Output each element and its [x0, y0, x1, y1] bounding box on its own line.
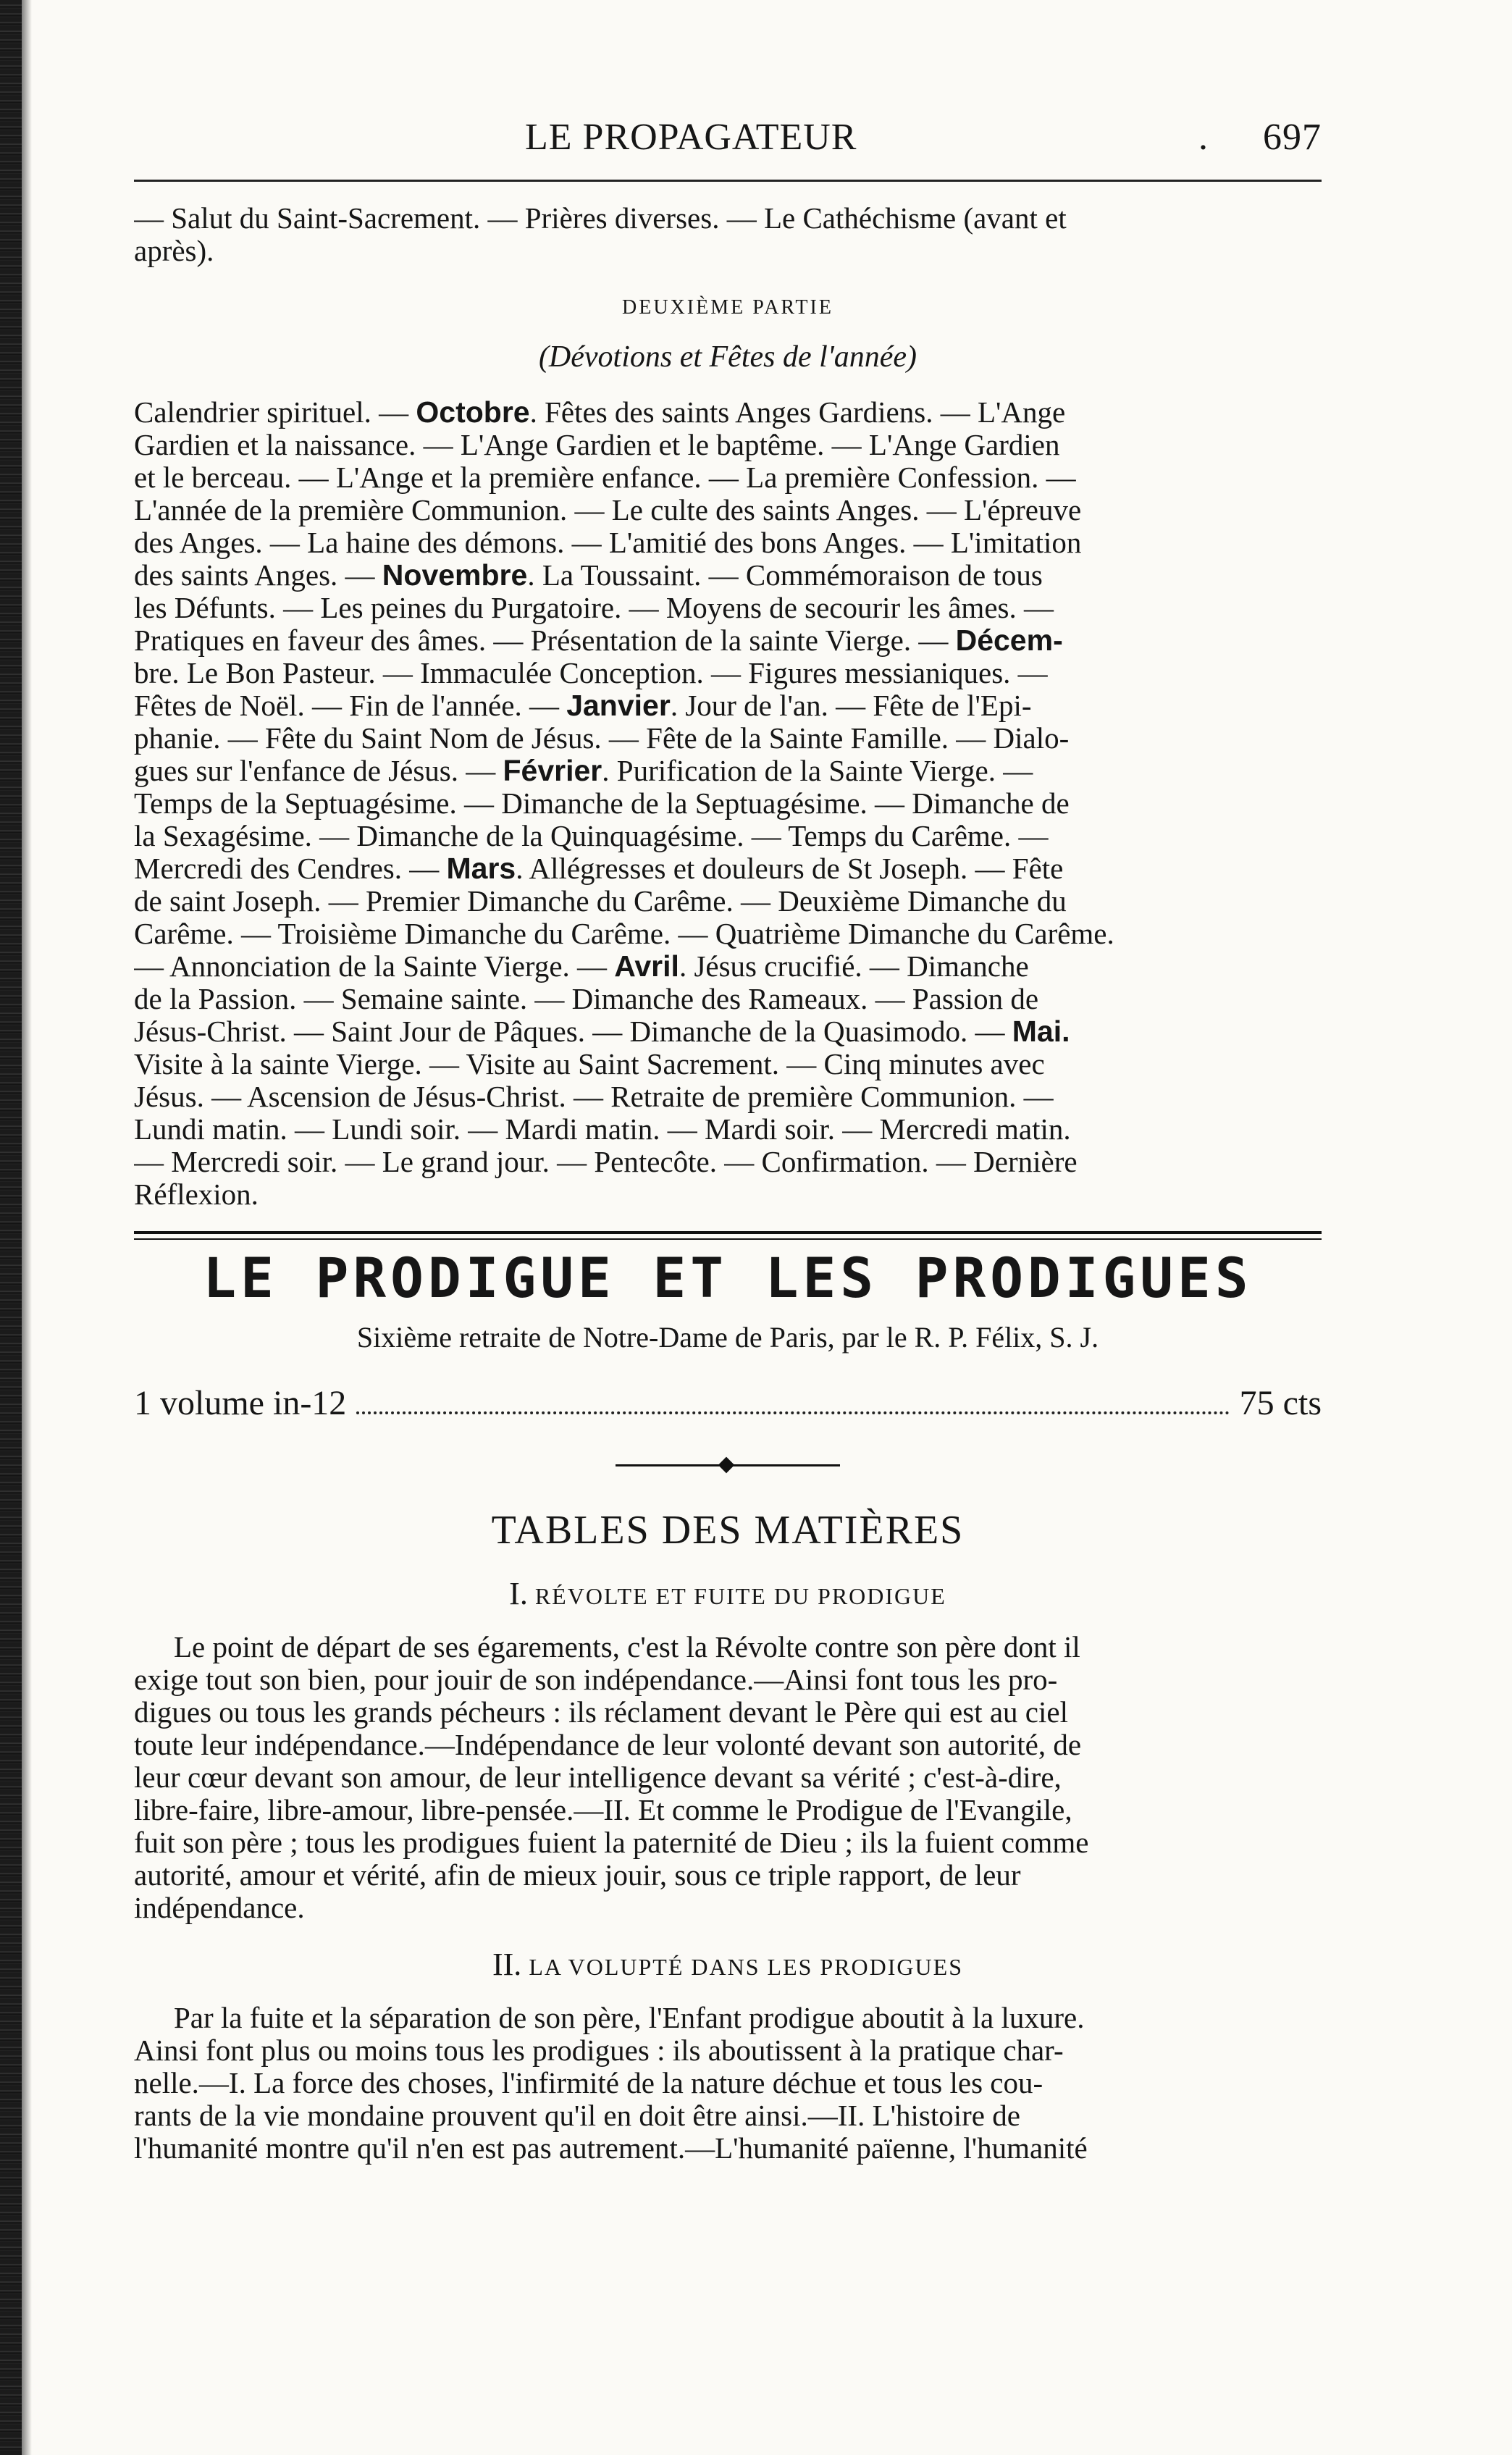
diamond-ornament-icon: [718, 1457, 735, 1474]
section-paragraph: [134, 2002, 1322, 2165]
text-line: gues sur l'enfance de Jésus. — Février. Purification de la Sainte Vierge. —: [134, 755, 1033, 787]
text-line: Réflexion.: [134, 1178, 259, 1211]
text-line: Fêtes de Noël. — Fin de l'année. — Janvier. Jour de l'an. — Fête de l'Epi-: [134, 689, 1032, 722]
text-line: toute leur indépendance.—Indépendance de leur volonté devant son autorité, de: [134, 1729, 1082, 1761]
section-numeral: II.: [492, 1947, 522, 1982]
section-title: LA VOLUPTÉ DANS LES PRODIGUES: [529, 1954, 963, 1980]
text-line: des saints Anges. — Novembre. La Toussaint. — Commémoraison de tous: [134, 559, 1043, 592]
text-line: fuit son père ; tous les prodigues fuient la paternité de Dieu ; ils la fuient comme: [134, 1826, 1089, 1859]
section-title: RÉVOLTE ET FUITE DU PRODIGUE: [534, 1583, 946, 1609]
text-line: Pratiques en faveur des âmes. — Présentation de la sainte Vierge. — Décem-: [134, 624, 1063, 657]
page-number: 697: [1263, 117, 1322, 158]
journal-title: LE PROPAGATEUR: [525, 117, 857, 158]
advert-rule-thick: [134, 1231, 1322, 1234]
calendar-paragraph: [134, 396, 1322, 1211]
text-line: Jésus. — Ascension de Jésus-Christ. — Retraite de première Communion. —: [134, 1080, 1054, 1113]
text-line: l'humanité montre qu'il n'en est pas autrement.—L'humanité païenne, l'humanité: [134, 2132, 1088, 2165]
price: 75 cts: [1239, 1384, 1322, 1422]
text-line: nelle.—I. La force des choses, l'infirmité de la nature déchue et tous les cou-: [134, 2067, 1043, 2099]
scan-binding-edge: [0, 0, 22, 2455]
text-line: de la Passion. — Semaine sainte. — Dimanche des Rameaux. — Passion de: [134, 983, 1039, 1015]
text-line: phanie. — Fête du Saint Nom de Jésus. — Fête de la Sainte Famille. — Dialo-: [134, 722, 1070, 755]
text-line: Mercredi des Cendres. — Mars. Allégresses et douleurs de St Joseph. — Fête: [134, 852, 1064, 885]
text-line: des Anges. — La haine des démons. — L'amitié des bons Anges. — L'imitation: [134, 526, 1082, 559]
text-line: — Salut du Saint-Sacrement. — Prières diverses. — Le Cathéchisme (avant et: [134, 202, 1067, 235]
scan-binding-shadow: [22, 0, 32, 2455]
month-name: Mai.: [1012, 1015, 1070, 1048]
text-line: L'année de la première Communion. — Le culte des saints Anges. — L'épreuve: [134, 494, 1082, 526]
text-line: bre. Le Bon Pasteur. — Immaculée Conception. — Figures messianiques. —: [134, 657, 1048, 689]
text-line: Jésus-Christ. — Saint Jour de Pâques. — Dimanche de la Quasimodo. — Mai.: [134, 1015, 1070, 1048]
advert-book-title: LE PRODIGUE ET LES PRODIGUES: [203, 1246, 1253, 1310]
text-line: libre-faire, libre-amour, libre-pensée.—II. Et comme le Prodigue de l'Evangile,: [134, 1794, 1072, 1826]
text-line: Gardien et la naissance. — L'Ange Gardien et le baptême. — L'Ange Gardien: [134, 429, 1060, 461]
month-name: Novembre: [382, 559, 528, 592]
month-name: Janvier: [566, 689, 671, 722]
intro-paragraph: [134, 202, 1322, 267]
dot-leader: [356, 1411, 1229, 1414]
text-line: exige tout son bien, pour jouir de son indépendance.—Ainsi font tous les pro-: [134, 1663, 1058, 1696]
month-name: Mars: [446, 852, 516, 885]
month-name: Octobre: [416, 396, 530, 429]
month-name: Décem-: [955, 624, 1063, 657]
header-rule: [134, 180, 1322, 182]
text-line: Carême. — Troisième Dimanche du Carême. — Quatrième Dimanche du Carême.: [134, 918, 1114, 950]
advert-rule-thin: [134, 1238, 1322, 1240]
text-line: Calendrier spirituel. — Octobre. Fêtes des saints Anges Gardiens. — L'Ange: [134, 396, 1066, 429]
section-heading: [134, 1575, 1322, 1612]
text-line: leur cœur devant son amour, de leur intelligence devant sa vérité ; c'est-à-dire,: [134, 1761, 1062, 1794]
text-line: Ainsi font plus ou moins tous les prodigues : ils aboutissent à la pratique char-: [134, 2034, 1064, 2067]
text-line: — Mercredi soir. — Le grand jour. — Pentecôte. — Confirmation. — Dernière: [134, 1146, 1078, 1178]
toc-title: TABLES DES MATIÈRES: [491, 1508, 965, 1553]
month-name: Avril: [614, 950, 679, 983]
text-line: Le point de départ de ses égarements, c'est la Révolte contre son père dont il: [174, 1631, 1080, 1663]
running-head-dot: .: [1198, 117, 1209, 158]
text-line: Par la fuite et la séparation de son père, l'Enfant prodigue aboutit à la luxure.: [174, 2002, 1085, 2034]
text-line: Lundi matin. — Lundi soir. — Mardi matin. — Mardi soir. — Mercredi matin.: [134, 1113, 1071, 1146]
section-numeral: I.: [509, 1576, 528, 1611]
section-paragraph: [134, 1631, 1322, 1924]
text-line: Visite à la sainte Vierge. — Visite au Saint Sacrement. — Cinq minutes avec: [134, 1048, 1045, 1080]
text-line: autorité, amour et vérité, afin de mieux jouir, sous ce triple rapport, de leur: [134, 1859, 1021, 1892]
text-line: après).: [134, 235, 214, 267]
text-line: indépendance.: [134, 1892, 305, 1924]
text-line: Temps de la Septuagésime. — Dimanche de la Septuagésime. — Dimanche de: [134, 787, 1070, 820]
text-line: de saint Joseph. — Premier Dimanche du Carême. — Deuxième Dimanche du: [134, 885, 1067, 918]
text-line: et le berceau. — L'Ange et la première enfance. — La première Confession. —: [134, 461, 1076, 494]
section-heading: [134, 1946, 1322, 1983]
text-line: rants de la vie mondaine prouvent qu'il en doit être ainsi.—II. L'histoire de: [134, 2099, 1020, 2132]
advert-book-subtitle: Sixième retraite de Notre-Dame de Paris, par le R. P. Félix, S. J.: [356, 1321, 1099, 1354]
text-line: la Sexagésime. — Dimanche de la Quinquagésime. — Temps du Carême. —: [134, 820, 1049, 852]
text-line: les Défunts. — Les peines du Purgatoire. — Moyens de secourir les âmes. —: [134, 592, 1054, 624]
part-subtitle: (Dévotions et Fêtes de l'année): [538, 340, 917, 374]
volume-format: 1 volume in-12: [134, 1384, 347, 1422]
part-heading: DEUXIÈME PARTIE: [622, 296, 833, 319]
ornamental-divider: [616, 1458, 840, 1472]
advert-price-line: [134, 1383, 1322, 1423]
text-line: — Annonciation de la Sainte Vierge. — Avril. Jésus crucifié. — Dimanche: [134, 950, 1029, 983]
running-head: [134, 116, 1322, 167]
book-page: [134, 116, 1322, 2165]
text-line: digues ou tous les grands pécheurs : ils réclament devant le Père qui est au ciel: [134, 1696, 1068, 1729]
month-name: Février: [503, 755, 602, 787]
